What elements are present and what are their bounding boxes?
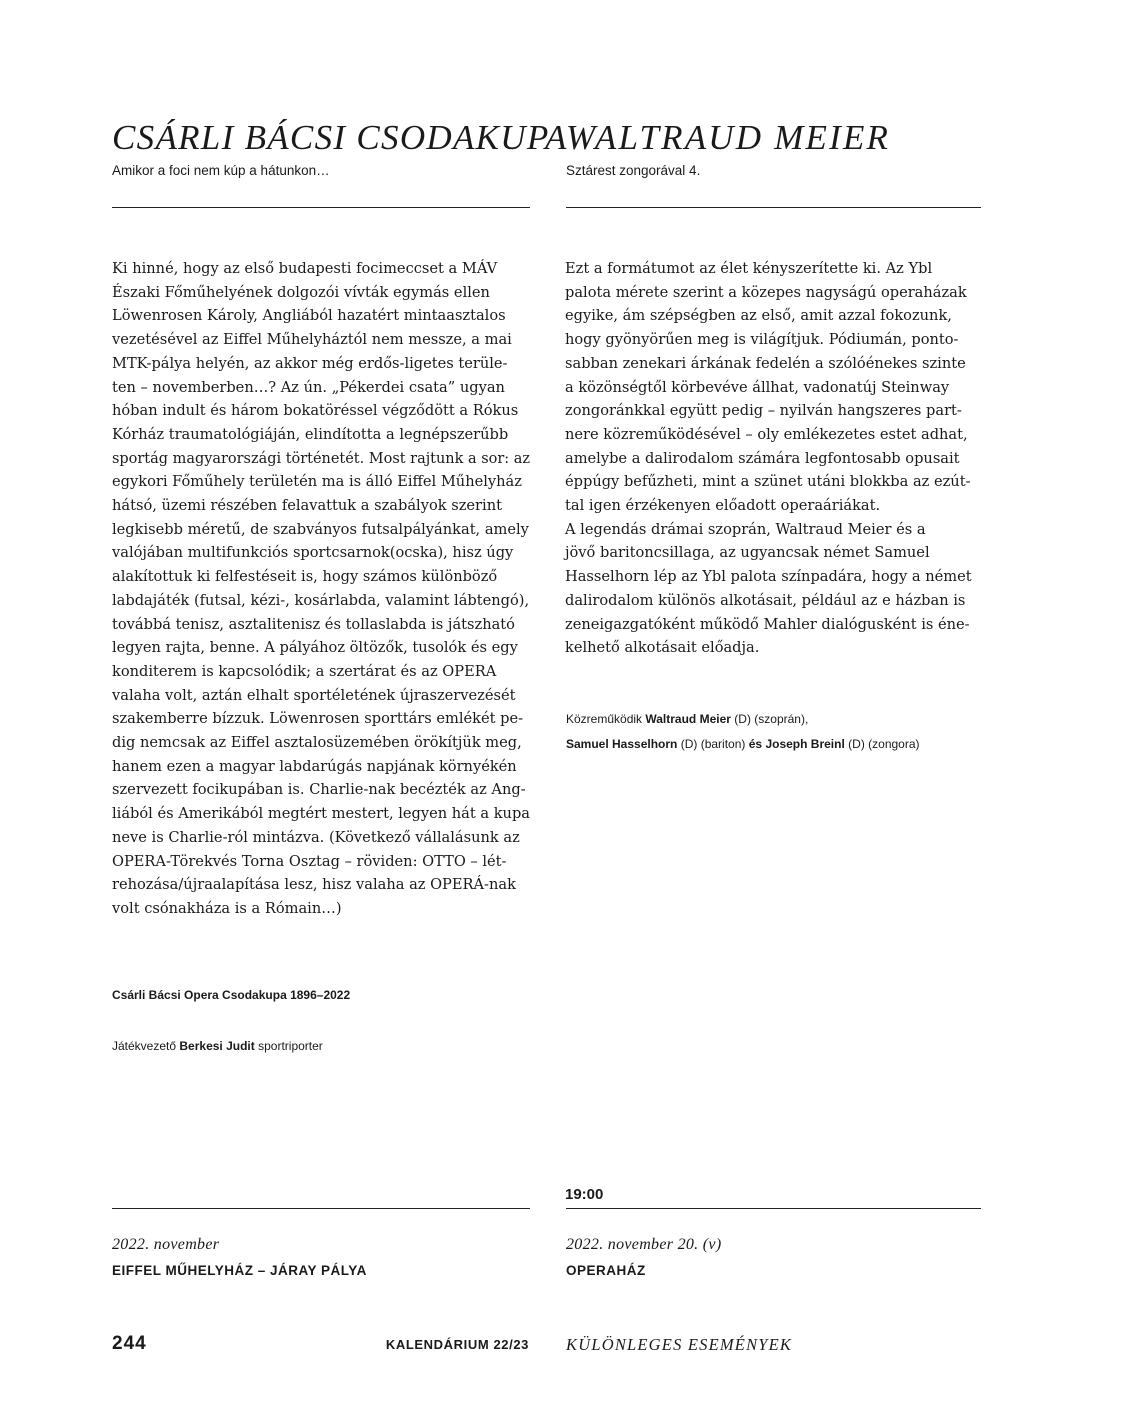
body-line: palota mérete szerint a közepes nagyságú operaházak — [565, 283, 967, 301]
body-line: szakemberre bízzuk. Löwenrosen sporttárs emlékét pe- — [112, 710, 524, 728]
body-line: rehozása/újraalapítása lesz, hisz valaha az OPERÁ-nak — [112, 876, 516, 894]
body-line: dig nemcsak az Eiffel asztalosüzemében örökítjük meg, — [112, 734, 522, 752]
right-credits-line-1 — [566, 707, 808, 732]
right-header-divider — [566, 207, 981, 208]
body-line: MTK-pálya helyén, az akkor még erdős-ligetes terüle- — [112, 354, 508, 372]
body-line: Hasselhorn lép az Ybl palota színpadára, hogy a német — [565, 568, 972, 586]
left-header-divider — [112, 207, 530, 208]
body-line: amelybe a dalirodalom számára legfontosabb opusait — [565, 449, 960, 467]
event-name-label: Csárli Bácsi Opera Csodakupa 1896–2022 — [112, 988, 351, 1002]
publication-name: KALENDÁRIUM 22/23 — [385, 1337, 529, 1352]
credits-connector: és — [748, 737, 763, 751]
right-event-time: 19:00 — [565, 1186, 604, 1203]
right-footer-divider — [566, 1208, 981, 1209]
body-line: A legendás drámai szoprán, Waltraud Meier és a — [565, 520, 926, 538]
left-article-title: CSÁRLI BÁCSI CSODAKUPA — [112, 118, 568, 157]
credits-intro: Közreműködik — [566, 712, 643, 726]
body-line: hanem ezen a magyar labdarúgás napjának környékén — [112, 757, 517, 775]
section-name: KÜLÖNLEGES ESEMÉNYEK — [566, 1335, 793, 1354]
body-line: hóban indult és három bokatöréssel végződött a Rókus — [112, 402, 519, 420]
body-line: sabban zenekari árkának fedelén a szólóénekes szinte — [565, 354, 966, 372]
body-line: konditerem is kapcsolódik; a szertárat és az OPERA — [112, 662, 497, 680]
right-credits-line-2 — [566, 732, 920, 757]
host-role: Játékvezető — [112, 1039, 177, 1053]
performer-3: Joseph Breinl — [765, 737, 845, 751]
body-line: Ezt a formátumot az élet kényszerítette ki. Az Ybl — [565, 260, 933, 277]
left-footer-divider — [112, 1208, 530, 1209]
performer-2: Samuel Hasselhorn — [566, 737, 678, 751]
body-line: ten – novemberben…? Az ún. „Pékerdei csata” ugyan — [112, 378, 505, 396]
right-event-date: 2022. november 20. (v) — [566, 1236, 722, 1253]
performer-3-info: (D) (zongora) — [848, 737, 920, 751]
body-line: valaha volt, aztán elhalt sportéletének újraszervezését — [112, 686, 516, 704]
right-article-title: WALTRAUD MEIER — [566, 118, 891, 157]
right-article-subtitle: Sztárest zongorával 4. — [566, 163, 701, 178]
left-event-venue: EIFFEL MŰHELYHÁZ – JÁRAY PÁLYA — [112, 1263, 367, 1278]
body-line: dalirodalom különös alkotásait, például az e házban is — [565, 591, 966, 609]
host-name: Berkesi Judit — [179, 1039, 255, 1053]
body-line: Ki hinné, hogy az első budapesti focimeccset a MÁV — [112, 260, 498, 277]
right-event-venue: OPERAHÁZ — [566, 1263, 646, 1278]
body-line: nere közreműködésével – oly emlékezetes estet adhat, — [565, 425, 968, 443]
body-line: valójában multifunkciós sportcsarnok(ocska), hisz úgy — [112, 544, 514, 562]
body-line: hogy gyönyörűen meg is világítjuk. Pódiumán, ponto- — [565, 331, 959, 349]
body-line: Északi Főműhelyének dolgozói vívták egymás ellen — [112, 283, 490, 301]
body-line: labdajáték (futsal, kézi-, kosárlabda, valamint lábtengó), — [112, 591, 530, 609]
host-description: sportriporter — [258, 1039, 323, 1053]
performer-2-info: (D) (bariton) — [680, 737, 746, 751]
body-line: Kórház traumatológiáján, elindította a legnépszerűbb — [112, 425, 509, 443]
body-line: legyen rajta, benne. A pályához öltözők, tusolók és egy — [112, 639, 518, 657]
body-line: zeneigazgatóként működő Mahler dialógusként is éne- — [565, 615, 970, 633]
body-line: éppúgy befűzheti, mint a szünet utáni blokkba az ezút- — [565, 473, 971, 491]
body-line: egykori Főműhely területén ma is álló Eiffel Műhelyház — [112, 473, 522, 491]
body-line: neve is Charlie-ról mintázva. (Következő vállalásunk az — [112, 828, 520, 846]
left-article-body — [112, 257, 534, 921]
body-line: a közönségtől körbevéve állhat, vadonatúj Steinway — [565, 378, 950, 396]
body-line: szervezett focikupában is. Charlie-nak becézték az Ang- — [112, 781, 526, 799]
body-line: egyike, ám szépségben az első, amit azzal fokozunk, — [565, 307, 952, 325]
body-line: jövő baritoncsillaga, az ugyancsak német Samuel — [565, 544, 930, 562]
left-article-subtitle: Amikor a foci nem kúp a hátunkon… — [112, 163, 330, 178]
body-line: zongoránkkal együtt pedig – nyilván hangszeres part- — [565, 402, 962, 420]
body-line: OPERA-Törekvés Torna Osztag – röviden: OTTO – lét- — [112, 852, 507, 870]
body-line: hátsó, üzemi részében felavattuk a szabályok szerint — [112, 497, 502, 515]
body-line: sportág magyarországi történetét. Most rajtunk a sor: az — [112, 449, 530, 467]
body-line: kelhető alkotásait előadja. — [565, 639, 760, 657]
left-host-credit — [112, 1034, 323, 1059]
body-line: volt csónakháza is a Rómain…) — [112, 899, 342, 917]
performer-1: Waltraud Meier — [645, 712, 731, 726]
left-event-name — [112, 983, 350, 1008]
performer-1-info: (D) (szoprán), — [734, 712, 809, 726]
right-article-body — [565, 257, 972, 660]
body-line: alakítottuk ki felfestéseit is, hogy számos különböző — [112, 568, 498, 586]
body-line: Löwenrosen Károly, Angliából hazatért mintaasztalos — [112, 307, 506, 325]
page-number: 244 — [112, 1333, 147, 1354]
body-line: továbbá tenisz, asztalitenisz és tollaslabda is játszható — [112, 615, 515, 633]
body-line: legkisebb méretű, de szabványos futsalpályánkat, amely — [112, 520, 529, 538]
body-line: tal igen érzékenyen előadott operaáriákat. — [565, 497, 881, 515]
left-event-date: 2022. november — [112, 1236, 220, 1253]
body-line: vezetésével az Eiffel Műhelyháztól nem messze, a mai — [112, 331, 512, 349]
body-line: liából és Amerikából megtért mestert, legyen hát a kupa — [112, 805, 530, 823]
